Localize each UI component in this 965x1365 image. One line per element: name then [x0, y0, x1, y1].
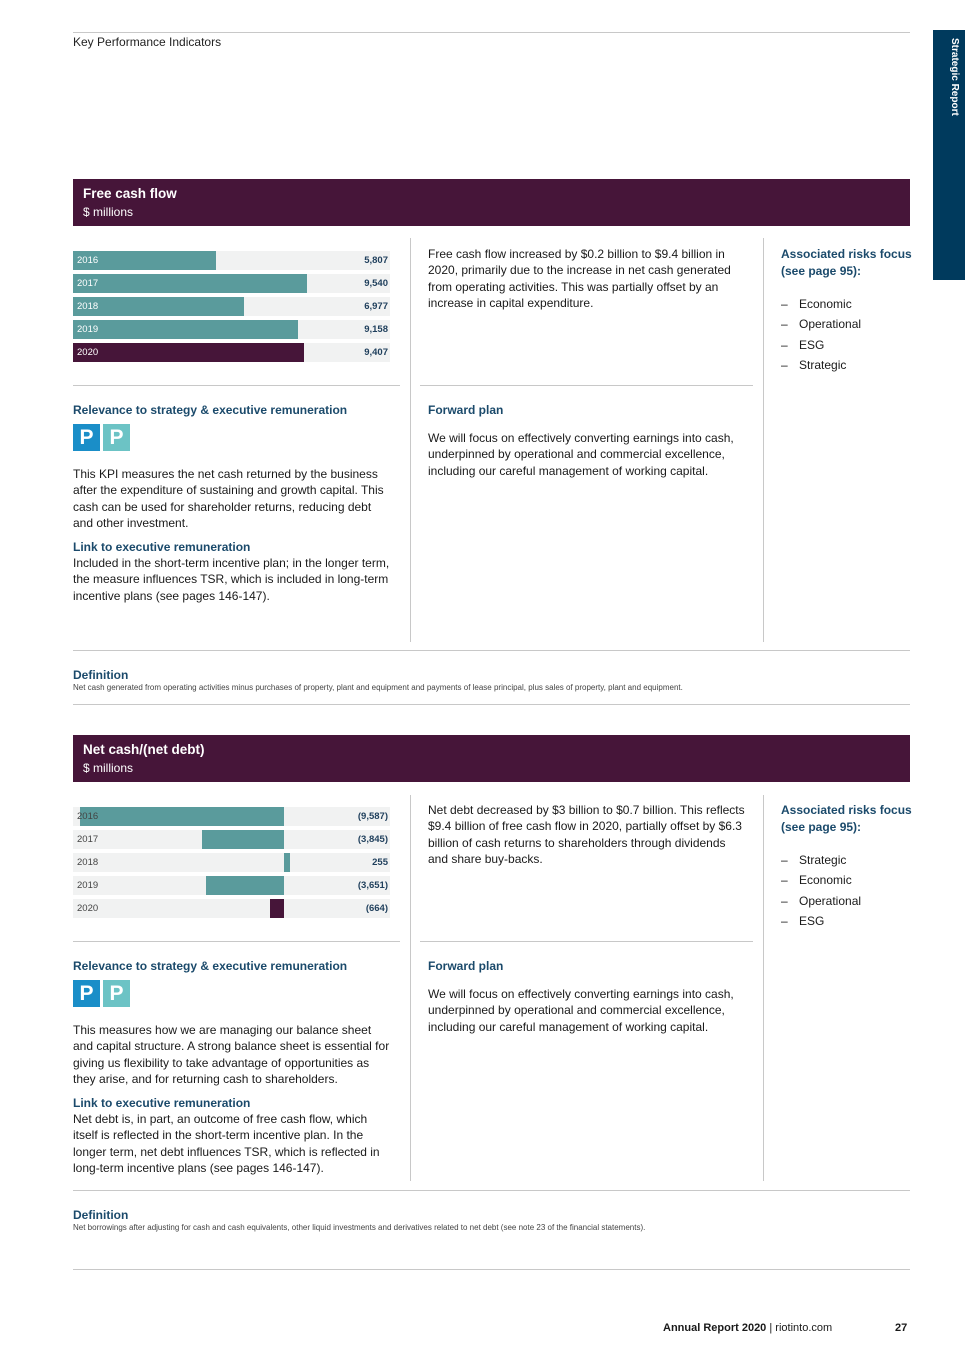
bar-row — [73, 899, 390, 918]
risk-item: – Operational — [781, 893, 862, 908]
forward-text: We will focus on effectively converting earnings into cash, underpinned by operational and commercial excellence, including our careful management of working capital. — [428, 987, 734, 1034]
bar-value-label: 255 — [372, 857, 388, 868]
divider — [420, 941, 753, 942]
bar-row — [73, 297, 390, 316]
divider — [763, 238, 764, 642]
pillar-badge: P — [73, 424, 100, 451]
forward-text: We will focus on effectively converting earnings into cash, underpinned by operational and commercial excellence, including our careful management of working capital. — [428, 431, 734, 478]
bar-row — [73, 343, 390, 362]
kpi-unit: $ millions — [83, 761, 134, 775]
divider — [73, 385, 400, 386]
risk-item: – Economic — [781, 873, 852, 888]
bar-value-label: 5,807 — [364, 255, 388, 266]
divider — [420, 385, 753, 386]
bar — [270, 899, 284, 918]
divider — [73, 1190, 910, 1191]
divider — [410, 238, 411, 642]
bar-value-label: 6,977 — [364, 301, 388, 312]
bar-category-label: 2018 — [77, 301, 99, 312]
forward-title: Forward plan — [428, 959, 504, 973]
risk-item: – Strategic — [781, 853, 847, 867]
bar-row — [73, 853, 390, 872]
relevance-text: This measures how we are managing our balance sheet and capital structure. A strong balance sheet is essential for giving us flexibility to take advantage of opportunities as they arise, and for returning cash to shareholders. — [73, 1023, 390, 1086]
bar-value-label: 9,407 — [364, 347, 388, 358]
link-text: Included in the short-term incentive plan; in the longer term, the measure influences TSR, which is included in long-term incentive plans (see pages 146-147). — [73, 556, 390, 603]
risks-title: Associated risks focus (see page 95): — [781, 247, 912, 278]
free-cash-flow-chart — [73, 251, 390, 366]
definition-text: Net cash generated from operating activities minus purchases of property, plant and equipment and payments of lease principal, plus sales of property, plant and equipment. — [73, 683, 683, 692]
divider — [410, 795, 411, 1181]
bar-value-label: (3,651) — [357, 880, 388, 891]
relevance-title: Relevance to strategy & executive remuneration — [73, 959, 348, 973]
pillar-badge: P — [73, 980, 100, 1007]
bar-value-label: (3,845) — [357, 834, 388, 845]
bar-row — [73, 876, 390, 895]
net-debt-chart — [73, 807, 390, 922]
link-title: Link to executive remuneration — [73, 1096, 251, 1111]
forward-plan-block — [428, 402, 748, 479]
bar-row — [73, 274, 390, 293]
bar-category-label: 2020 — [77, 347, 99, 358]
risk-item: – ESG — [781, 337, 825, 352]
footer-separator: | — [769, 1322, 773, 1334]
bar-value-label: (9,587) — [357, 811, 388, 822]
bar-row — [73, 320, 390, 339]
bar-category-label: 2017 — [77, 834, 99, 845]
bar-category-label: 2016 — [77, 255, 99, 266]
bar — [206, 876, 284, 895]
footer — [663, 1322, 832, 1334]
definition-title: Definition — [73, 1208, 129, 1222]
forward-plan-block — [428, 958, 748, 1035]
relevance-block — [73, 402, 393, 604]
divider — [763, 795, 764, 1181]
kpi-banner-net-debt — [73, 735, 910, 782]
bar-category-label: 2020 — [77, 903, 99, 914]
bar-value-label: 9,540 — [364, 278, 388, 289]
definition-title: Definition — [73, 668, 129, 682]
bar-category-label: 2017 — [77, 278, 99, 289]
bar-row — [73, 830, 390, 849]
bar — [284, 853, 289, 872]
kpi-summary: Net debt decreased by $3 billion to $0.7 billion. This reflects $9.4 billion of free cash flow in 2020, partially offset by $6.3 billion of cash returns to shareholders through dividends and share buy-backs. — [428, 803, 745, 866]
pillar-badges — [73, 980, 393, 1007]
relevance-title: Relevance to strategy & executive remuneration — [73, 403, 348, 417]
divider — [73, 1269, 910, 1270]
pillar-badges — [73, 424, 393, 451]
risk-list — [781, 850, 916, 931]
page-number: 27 — [895, 1322, 908, 1334]
bar-row — [73, 807, 390, 826]
bar-category-label: 2019 — [77, 324, 99, 335]
bar — [202, 830, 284, 849]
bar — [73, 274, 307, 293]
bar-category-label: 2018 — [77, 857, 99, 868]
pillar-badge: P — [103, 424, 130, 451]
bar — [80, 807, 284, 826]
relevance-text: This KPI measures the net cash returned by the business after the expenditure of sustaining and growth capital. This cash can be used for shareholder returns, reducing debt and other investment. — [73, 467, 384, 530]
risk-item: – Economic — [781, 297, 852, 311]
risk-item: – Strategic — [781, 357, 847, 372]
kpi-title: Net cash/(net debt) — [83, 742, 205, 757]
bar — [73, 320, 298, 339]
divider — [73, 941, 400, 942]
link-title: Link to executive remuneration — [73, 540, 251, 555]
link-text: Net debt is, in part, an outcome of free cash flow, which itself is reflected in the short-term incentive plan. In the longer term, net debt influences TSR, which is reflected in long-term incentive plans (see pages 146-147). — [73, 1112, 380, 1176]
bar-category-label: 2016 — [77, 811, 99, 822]
associated-risks — [781, 802, 916, 931]
bar-category-label: 2019 — [77, 880, 99, 891]
bar — [73, 297, 244, 316]
risk-list — [781, 294, 916, 375]
side-tab[interactable] — [933, 30, 965, 280]
footer-site[interactable]: riotinto.com — [775, 1322, 833, 1334]
footer-report: Annual Report 2020 — [663, 1322, 767, 1334]
risk-item: – Operational — [781, 317, 862, 332]
risks-title: Associated risks focus (see page 95): — [781, 803, 912, 834]
bar-value-label: (664) — [365, 903, 388, 914]
associated-risks — [781, 246, 916, 375]
divider — [73, 704, 910, 705]
divider — [73, 650, 910, 651]
bar-value-label: 9,158 — [364, 324, 388, 335]
bar — [73, 343, 304, 362]
risk-item: – ESG — [781, 913, 825, 928]
relevance-block — [73, 958, 393, 1176]
definition-block — [73, 668, 910, 693]
pillar-badge: P — [103, 980, 130, 1007]
kpi-unit: $ millions — [83, 205, 134, 219]
page-header: Key Performance Indicators — [73, 35, 222, 49]
forward-title: Forward plan — [428, 403, 504, 417]
kpi-summary: Free cash flow increased by $0.2 billion to $9.4 billion in 2020, primarily due to the increase in net cash generated from operating activities. This was partially offset by an increase in capital expenditure. — [428, 247, 731, 310]
kpi-banner-free-cash-flow — [73, 179, 910, 226]
bar-row — [73, 251, 390, 270]
side-tab-label: Strategic Report — [949, 38, 960, 116]
definition-text: Net borrowings after adjusting for cash and cash equivalents, other liquid investments and derivatives related to net debt (see note 23 of the financial statements). — [73, 1223, 646, 1232]
definition-block — [73, 1208, 910, 1233]
kpi-title: Free cash flow — [83, 186, 177, 201]
header-rule — [73, 32, 910, 33]
